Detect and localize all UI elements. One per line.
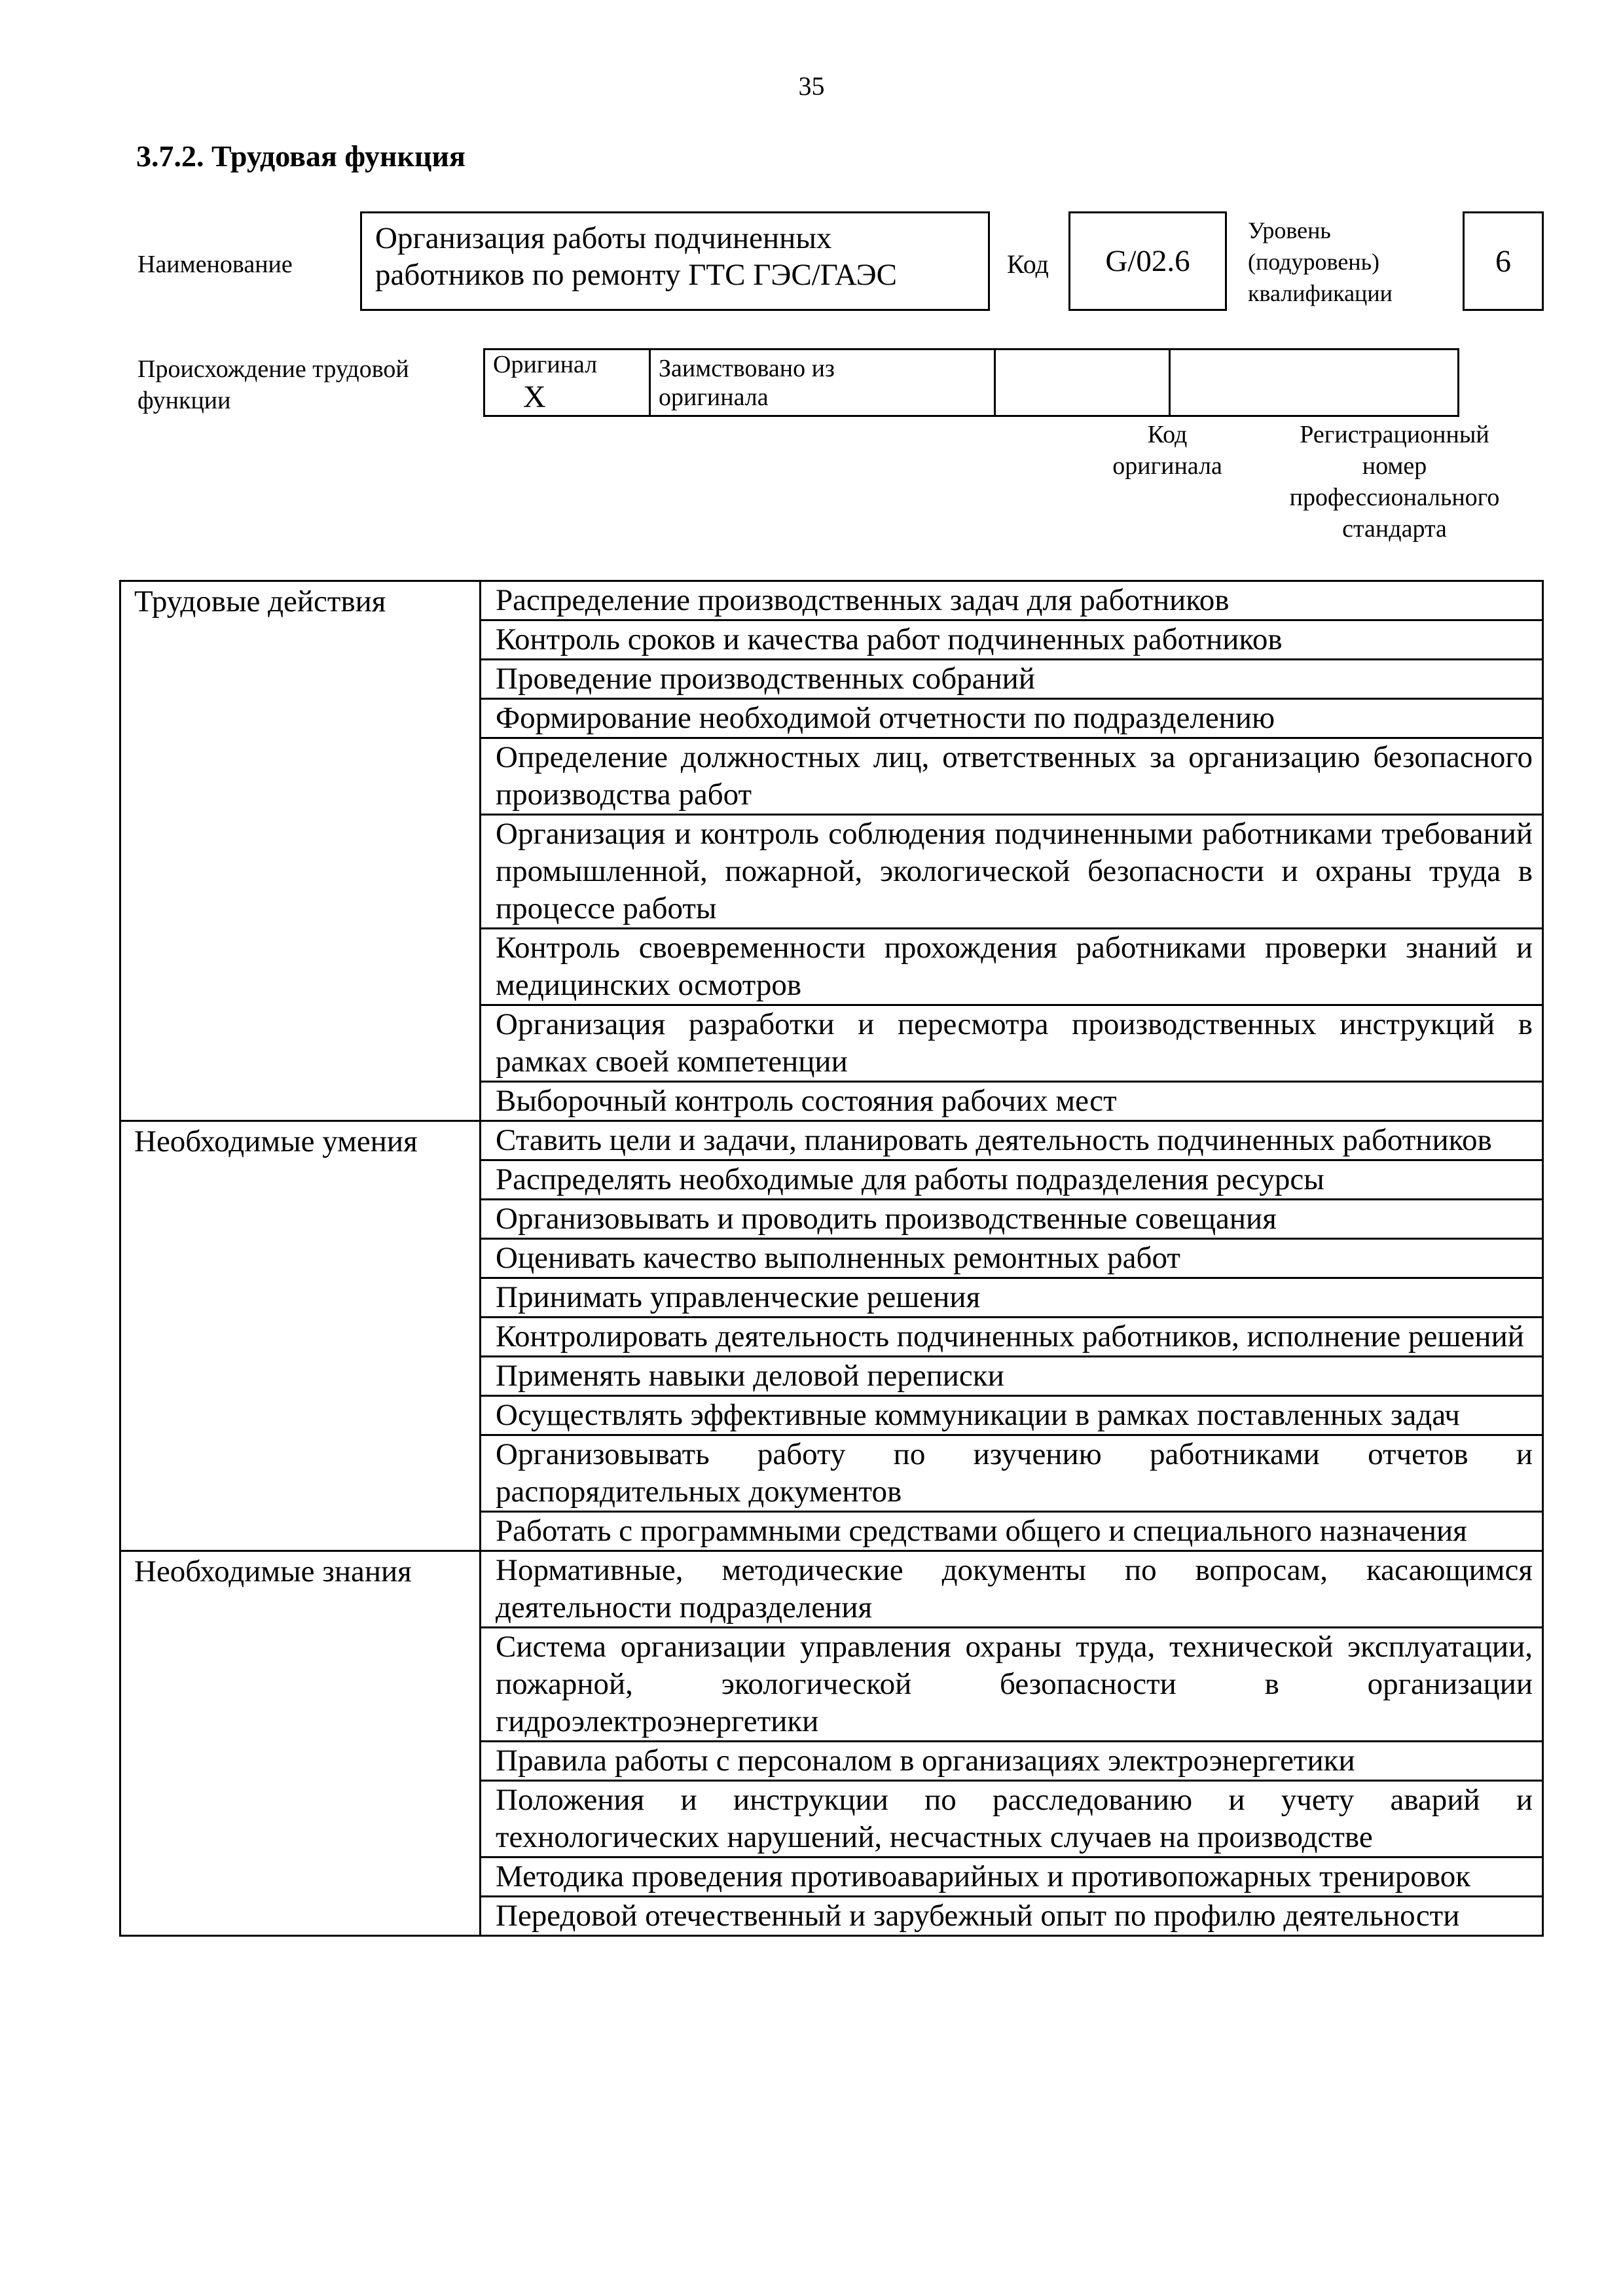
skills-item: Осуществлять эффективные коммуникации в рамках поставленных задач [481, 1396, 1543, 1435]
original-label: Оригинал [493, 351, 598, 378]
level-label-line2: (подуровень) [1248, 249, 1379, 275]
code-value: G/02.6 [1068, 211, 1227, 311]
skills-item: Оценивать качество выполненных ремонтных работ [481, 1239, 1543, 1278]
actions-item: Организация разработки и пересмотра производственных инструкций в рамках своей компетенции [481, 1005, 1543, 1082]
level-label-line3: квалификации [1248, 280, 1393, 306]
page-number: 35 [798, 71, 825, 101]
actions-item: Выборочный контроль состояния рабочих мест [481, 1082, 1543, 1121]
skills-item: Распределять необходимые для работы подразделения ресурсы [481, 1160, 1543, 1200]
knowledge-item: Система организации управления охраны труда, технической эксплуатации, пожарной, экологической безопасности в организации гидроэлектроэнергетики [481, 1628, 1543, 1742]
actions-item: Распределение производственных задач для работников [481, 581, 1543, 620]
reg-number-cell [1170, 350, 1459, 416]
borrowed-line1: Заимствовано из [659, 354, 835, 382]
actions-row [120, 581, 1543, 620]
reg-line1: Регистрационный [1300, 421, 1489, 448]
skills-row [120, 1121, 1543, 1160]
skills-item: Работать с программными средствами общего и специального назначения [481, 1512, 1543, 1551]
skills-item: Принимать управленческие решения [481, 1278, 1543, 1318]
skills-item: Контролировать деятельность подчиненных работников, исполнение решений [481, 1318, 1543, 1357]
skills-item: Применять навыки деловой переписки [481, 1357, 1543, 1396]
skills-item: Организовывать и проводить производственные совещания [481, 1200, 1543, 1239]
origin-label-line1: Происхождение трудовой [137, 355, 409, 383]
code-original-line1: Код [1147, 421, 1188, 448]
name-label: Наименование [137, 251, 293, 278]
actions-item: Контроль своевременности прохождения работниками проверки знаний и медицинских осмотров [481, 929, 1543, 1005]
origin-label [137, 353, 409, 416]
actions-category: Трудовые действия [120, 581, 481, 1121]
knowledge-item: Методика проведения противоаварийных и противопожарных тренировок [481, 1857, 1543, 1897]
level-label-line1: Уровень [1248, 217, 1331, 243]
function-name-line2: работников по ремонту ГТС ГЭС/ГАЭС [375, 258, 898, 292]
reg-line2: номер [1362, 452, 1427, 480]
section-title: 3.7.2. Трудовая функция [136, 139, 465, 173]
reg-line3: профессионального [1289, 484, 1500, 511]
skills-category: Необходимые умения [120, 1121, 481, 1551]
actions-item: Контроль сроков и качества работ подчиненных работников [481, 620, 1543, 660]
function-name-box [360, 211, 990, 311]
origin-table [483, 348, 1459, 417]
function-name-line1: Организация работы подчиненных [375, 221, 832, 255]
actions-item: Проведение производственных собраний [481, 660, 1543, 699]
skills-item: Организовывать работу по изучению работниками отчетов и распорядительных документов [481, 1435, 1543, 1512]
level-label [1248, 215, 1393, 309]
actions-item: Формирование необходимой отчетности по подразделению [481, 699, 1543, 738]
origin-label-line2: функции [137, 387, 231, 414]
function-details-table [119, 580, 1544, 1937]
code-original-line2: оригинала [1112, 452, 1222, 480]
actions-item: Организация и контроль соблюдения подчиненными работниками требований промышленной, пожарной, экологической безопасности и охраны труда в процессе работы [481, 815, 1543, 929]
original-mark: X [523, 380, 546, 414]
reg-line4: стандарта [1342, 515, 1447, 543]
original-cell [484, 350, 650, 416]
knowledge-item: Нормативные, методические документы по вопросам, касающимся деятельности подразделения [481, 1551, 1543, 1628]
knowledge-category: Необходимые знания [120, 1551, 481, 1936]
skills-item: Ставить цели и задачи, планировать деятельность подчиненных работников [481, 1121, 1543, 1160]
knowledge-item: Передовой отечественный и зарубежный опыт по профилю деятельности [481, 1897, 1543, 1936]
code-label: Код [1007, 249, 1049, 279]
level-value: 6 [1463, 211, 1544, 311]
borrowed-line2: оригинала [659, 383, 769, 411]
actions-item: Определение должностных лиц, ответственных за организацию безопасного производства работ [481, 738, 1543, 815]
knowledge-item: Положения и инструкции по расследованию и учету аварий и технологических нарушений, несчастных случаев на производстве [481, 1781, 1543, 1857]
knowledge-item: Правила работы с персоналом в организациях электроэнергетики [481, 1742, 1543, 1781]
borrowed-cell [650, 350, 995, 416]
code-original-cell [995, 350, 1170, 416]
reg-number-caption [1244, 419, 1545, 545]
code-original-caption [1079, 419, 1256, 482]
knowledge-row [120, 1551, 1543, 1628]
